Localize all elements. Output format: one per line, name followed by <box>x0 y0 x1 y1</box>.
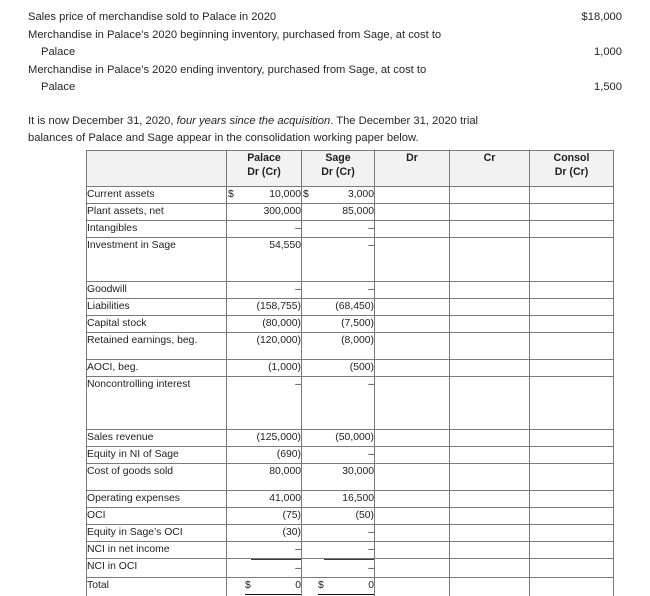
cell-value: 0 <box>295 580 301 591</box>
cell-consol <box>530 238 614 282</box>
fact-row <box>28 62 622 80</box>
cell-sage: 85,000 <box>302 204 375 221</box>
cell-value: – <box>251 559 301 577</box>
table-row <box>87 187 614 204</box>
cell-cr <box>450 491 530 508</box>
cell-cr <box>450 430 530 447</box>
fact-row <box>28 79 622 97</box>
cell-cr <box>450 282 530 299</box>
cell-cr <box>450 204 530 221</box>
fact-amount: $18,000 <box>581 11 622 23</box>
cell-sage: – <box>302 282 375 299</box>
row-label: OCI <box>87 508 227 525</box>
paragraph-italic-phrase: four years since the acquisition <box>176 115 331 127</box>
cell-palace: (120,000) <box>227 333 302 360</box>
row-label: Sales revenue <box>87 430 227 447</box>
cell-dr <box>375 464 450 491</box>
table-row <box>87 360 614 377</box>
row-label: Investment in Sage <box>87 238 227 282</box>
cell-consol <box>530 377 614 430</box>
cell-consol <box>530 282 614 299</box>
cell-palace: – <box>227 377 302 430</box>
cell-consol <box>530 542 614 559</box>
cell-cr <box>450 187 530 204</box>
header-line-2: Dr <box>406 152 418 164</box>
cell-palace: (30) <box>227 525 302 542</box>
cell-cr <box>450 542 530 559</box>
table-row <box>87 377 614 430</box>
row-label: Capital stock <box>87 316 227 333</box>
cell-value: – <box>324 559 374 577</box>
cell-palace: (75) <box>227 508 302 525</box>
paragraph-part-1: It is now December 31, 2020, <box>28 115 177 127</box>
cell-dr <box>375 360 450 377</box>
cell-palace: 80,000 <box>227 464 302 491</box>
table-row <box>87 559 614 578</box>
row-label: NCI in net income <box>87 542 227 559</box>
row-label: NCI in OCI <box>87 559 227 578</box>
cell-palace <box>227 559 302 578</box>
fact-row <box>28 9 622 27</box>
fact-label: Merchandise in Palace’s 2020 ending inventory, purchased from Sage, at cost to <box>28 63 427 76</box>
table-header <box>87 151 614 187</box>
cell-value: 3,000 <box>347 189 374 200</box>
row-label: Liabilities <box>87 299 227 316</box>
narrative-paragraph <box>28 113 613 148</box>
cell-sage: – <box>302 238 375 282</box>
header-line-1: Palace <box>247 152 281 164</box>
header-line-2: Cr <box>483 152 496 164</box>
consolidation-working-paper <box>86 150 613 596</box>
paragraph-line-2: balances of Palace and Sage appear in the consolidation working paper below. <box>28 132 419 145</box>
row-label: Goodwill <box>87 282 227 299</box>
cell-palace: – <box>227 542 302 559</box>
row-label: Plant assets, net <box>87 204 227 221</box>
cell-dr <box>375 447 450 464</box>
intro-fact-list <box>28 9 622 97</box>
cell-sage: – <box>302 525 375 542</box>
cell-consol <box>530 559 614 578</box>
cell-cr <box>450 464 530 491</box>
table-row <box>87 447 614 464</box>
cell-consol <box>530 316 614 333</box>
cell-palace: $ 0 <box>227 578 302 596</box>
fact-label-text: Palace <box>41 46 76 59</box>
cell-cr <box>450 360 530 377</box>
cell-cr <box>450 221 530 238</box>
table-row <box>87 333 614 360</box>
column-header-sage <box>302 151 375 187</box>
cell-cr <box>450 525 530 542</box>
row-label: AOCI, beg. <box>87 360 227 377</box>
cell-sage: 30,000 <box>302 464 375 491</box>
cell-cr <box>450 447 530 464</box>
paragraph-part-2: . The December 31, 2020 trial <box>330 115 479 127</box>
cell-palace: (80,000) <box>227 316 302 333</box>
cell-palace: (1,000) <box>227 360 302 377</box>
cell-cr <box>450 578 530 596</box>
table-header-row <box>87 151 614 187</box>
cell-dr <box>375 282 450 299</box>
row-label: Operating expenses <box>87 491 227 508</box>
cell-cr <box>450 559 530 578</box>
row-label: Total <box>87 578 227 596</box>
cell-cr <box>450 508 530 525</box>
cell-consol <box>530 187 614 204</box>
fact-label: Sales price of merchandise sold to Palace in 2020 <box>28 11 277 23</box>
cell-palace: – <box>227 221 302 238</box>
cell-consol <box>530 447 614 464</box>
cell-sage: (500) <box>302 360 375 377</box>
cell-palace: 41,000 <box>227 491 302 508</box>
row-label: Current assets <box>87 187 227 204</box>
fact-label-indented <box>28 44 550 62</box>
cell-sage: $ 3,000 <box>302 187 375 204</box>
fact-row <box>28 44 622 62</box>
column-header-dr <box>375 151 450 187</box>
header-line-1: Consol <box>553 152 590 164</box>
cell-consol <box>530 430 614 447</box>
fact-amount: 1,500 <box>594 81 622 94</box>
cell-dr <box>375 316 450 333</box>
cell-consol <box>530 508 614 525</box>
table-row <box>87 430 614 447</box>
cell-sage: (68,450) <box>302 299 375 316</box>
cell-palace: $ 10,000 <box>227 187 302 204</box>
cell-palace: (125,000) <box>227 430 302 447</box>
column-header-account <box>87 151 227 187</box>
cell-dr <box>375 221 450 238</box>
cell-consol <box>530 464 614 491</box>
table-row <box>87 525 614 542</box>
cell-dr <box>375 430 450 447</box>
table-row <box>87 508 614 525</box>
cell-consol <box>530 578 614 596</box>
table-row <box>87 578 614 596</box>
cell-sage: – <box>302 221 375 238</box>
cell-value: 10,000 <box>269 189 301 200</box>
column-header-consol <box>530 151 614 187</box>
table-row <box>87 491 614 508</box>
header-line-2: Dr (Cr) <box>321 166 355 178</box>
table-row <box>87 221 614 238</box>
cell-consol <box>530 491 614 508</box>
cell-consol <box>530 525 614 542</box>
header-line-1: Sage <box>325 152 351 164</box>
fact-label-indented <box>28 79 550 97</box>
cell-dr <box>375 578 450 596</box>
fact-row <box>28 27 622 45</box>
cell-sage: – <box>302 447 375 464</box>
header-line-2: Dr (Cr) <box>247 166 281 178</box>
table-row <box>87 204 614 221</box>
table-row <box>87 282 614 299</box>
cell-palace: 300,000 <box>227 204 302 221</box>
table-row <box>87 299 614 316</box>
cell-cr <box>450 238 530 282</box>
cell-sage: 16,500 <box>302 491 375 508</box>
row-label: Intangibles <box>87 221 227 238</box>
cell-dr <box>375 377 450 430</box>
column-header-palace <box>227 151 302 187</box>
fact-amount: 1,000 <box>594 46 622 59</box>
cell-dr <box>375 559 450 578</box>
cell-sage: $ 0 <box>302 578 375 596</box>
cell-sage: (50) <box>302 508 375 525</box>
fact-label-text: Palace <box>41 81 76 94</box>
cell-consol <box>530 299 614 316</box>
cell-dr <box>375 508 450 525</box>
cell-palace: (158,755) <box>227 299 302 316</box>
cell-consol <box>530 204 614 221</box>
cell-dr <box>375 299 450 316</box>
cell-cr <box>450 316 530 333</box>
cell-palace: (690) <box>227 447 302 464</box>
row-label: Retained earnings, beg. <box>87 333 227 360</box>
cell-palace: – <box>227 282 302 299</box>
cell-consol <box>530 221 614 238</box>
cell-dr <box>375 333 450 360</box>
cell-palace: 54,550 <box>227 238 302 282</box>
cell-dr <box>375 542 450 559</box>
cell-dr <box>375 204 450 221</box>
header-line-2: Dr (Cr) <box>554 166 589 178</box>
table-row <box>87 238 614 282</box>
cell-sage: (50,000) <box>302 430 375 447</box>
cell-dr <box>375 525 450 542</box>
fact-label: Merchandise in Palace’s 2020 beginning inventory, purchased from Sage, at cost to <box>28 28 442 41</box>
cell-cr <box>450 299 530 316</box>
column-header-cr <box>450 151 530 187</box>
cell-sage: (8,000) <box>302 333 375 360</box>
cell-consol <box>530 333 614 360</box>
table-body <box>87 187 614 596</box>
row-label: Cost of goods sold <box>87 464 227 491</box>
cell-cr <box>450 333 530 360</box>
working-paper-table <box>86 150 614 596</box>
row-label: Equity in Sage’s OCI <box>87 525 227 542</box>
cell-dr <box>375 238 450 282</box>
cell-consol <box>530 360 614 377</box>
cell-cr <box>450 377 530 430</box>
cell-dr <box>375 491 450 508</box>
row-label: Noncontrolling interest <box>87 377 227 430</box>
table-row <box>87 542 614 559</box>
row-label: Equity in NI of Sage <box>87 447 227 464</box>
table-row <box>87 464 614 491</box>
cell-sage: – <box>302 542 375 559</box>
cell-value: 0 <box>368 580 374 591</box>
cell-sage <box>302 559 375 578</box>
cell-dr <box>375 187 450 204</box>
cell-sage: (7,500) <box>302 316 375 333</box>
table-row <box>87 316 614 333</box>
cell-sage: – <box>302 377 375 430</box>
